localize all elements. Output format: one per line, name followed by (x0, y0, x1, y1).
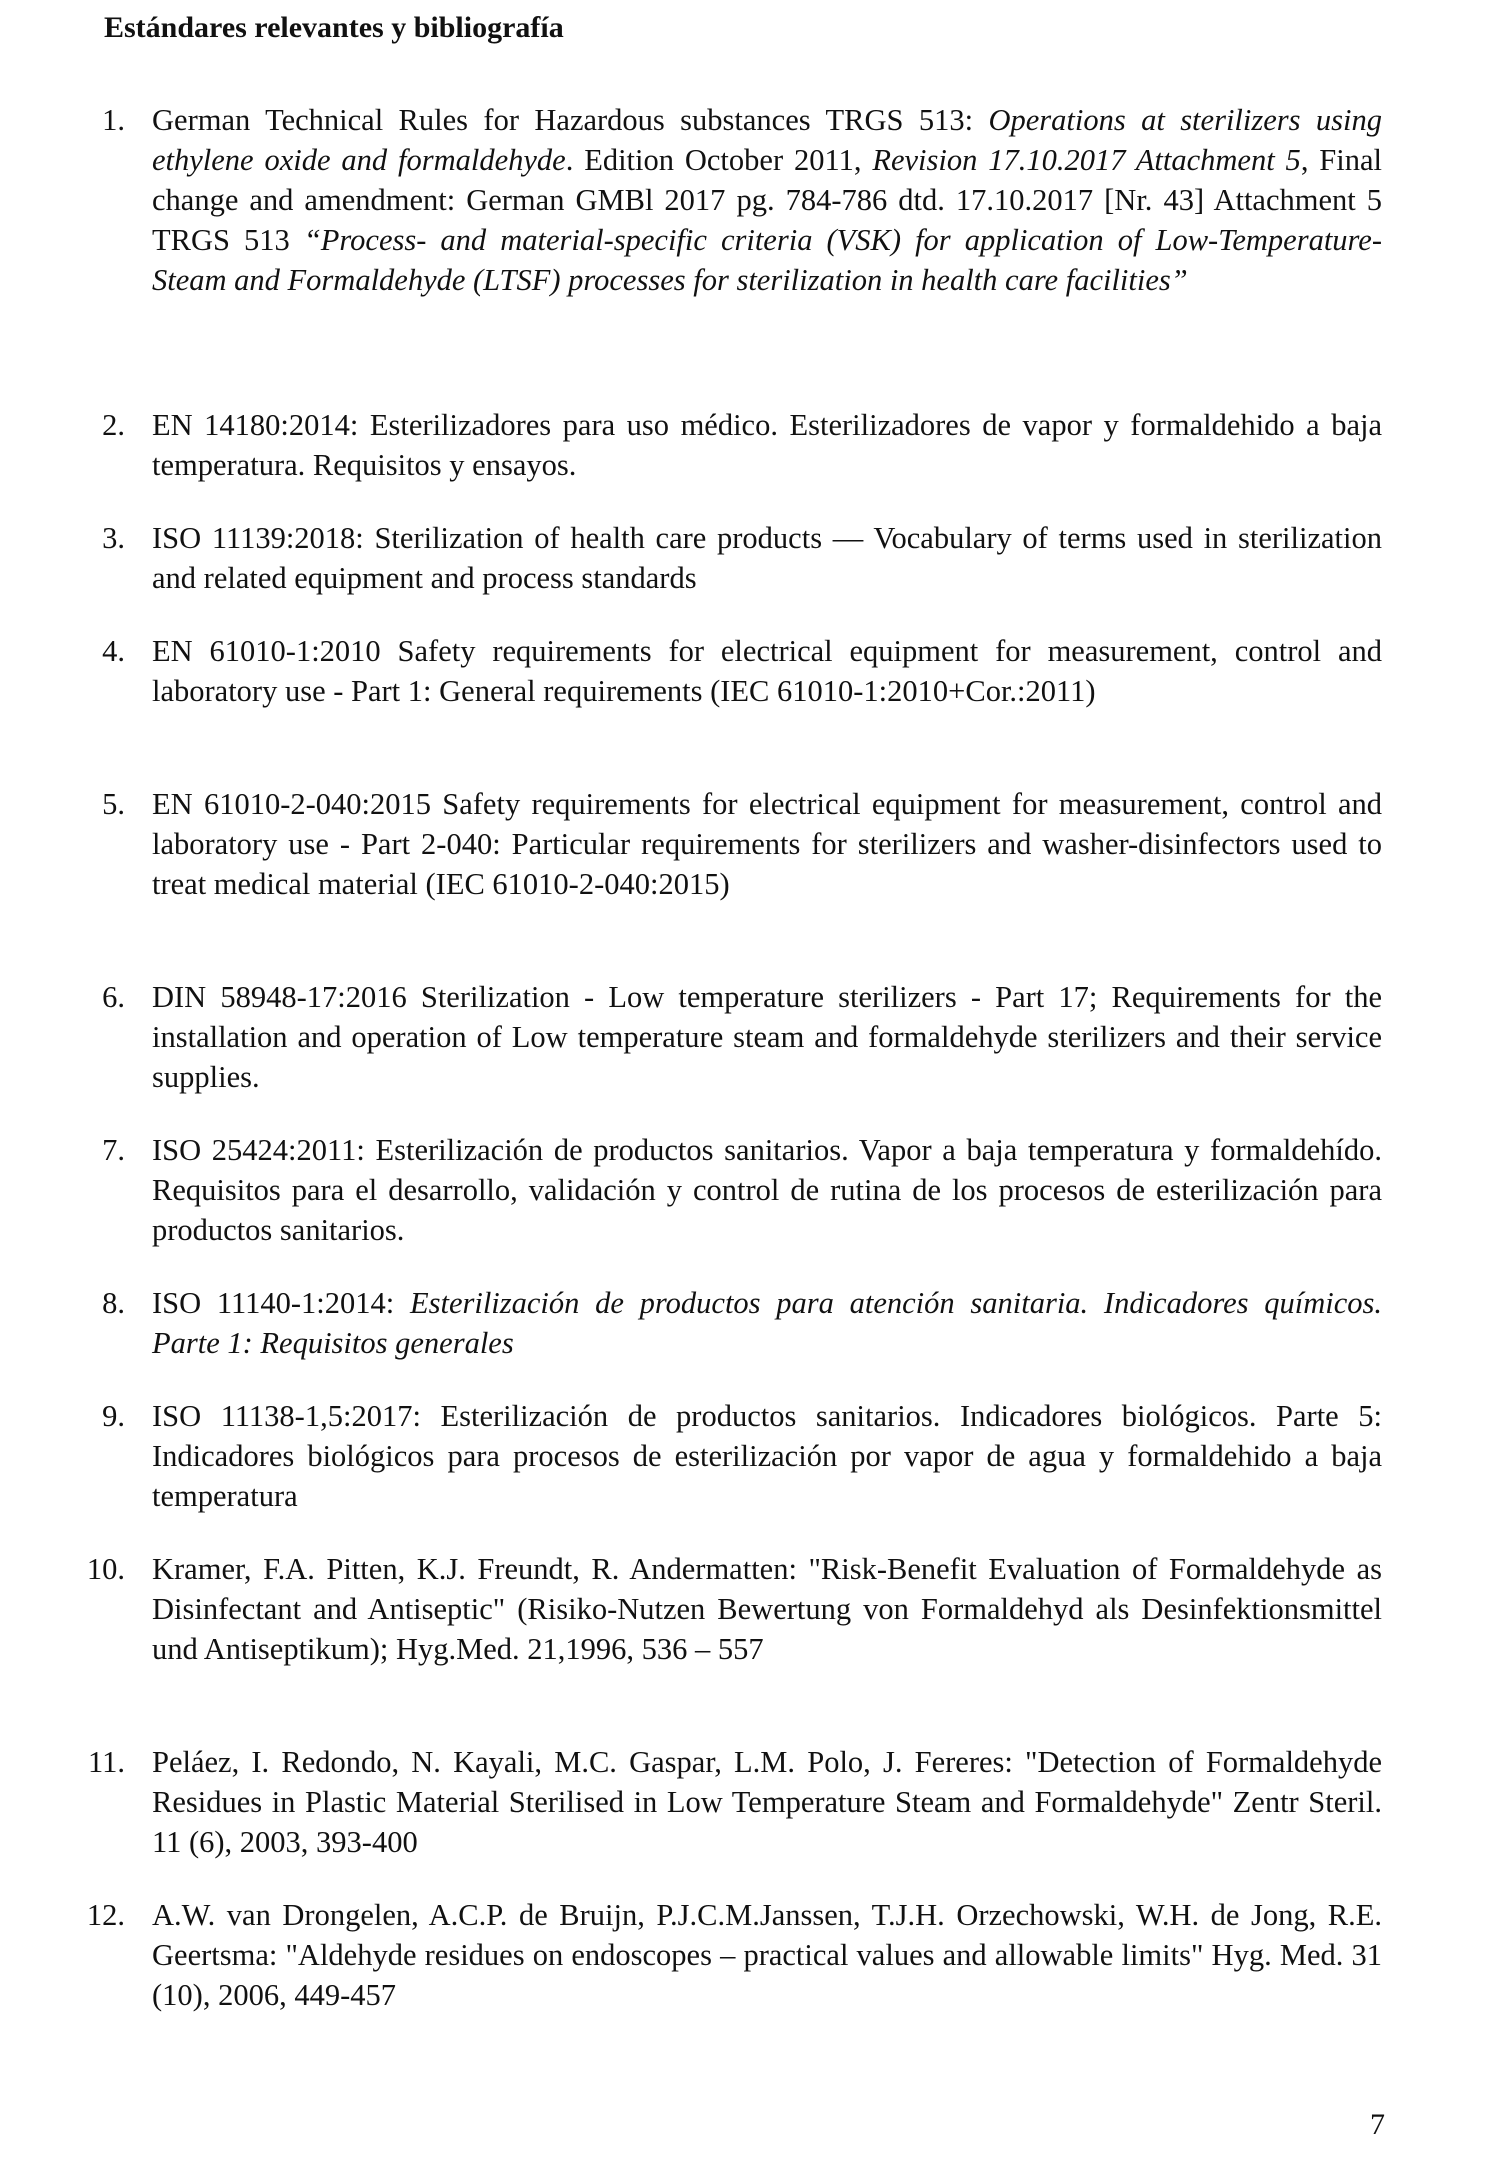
reference-text-segment: . Edition October 2011, (565, 143, 873, 177)
reference-text (152, 1895, 1382, 2015)
reference-number: 10. (86, 1552, 125, 1586)
reference-text (152, 631, 1382, 711)
reference-text (152, 1396, 1382, 1516)
reference-text (152, 100, 1382, 300)
reference-number: 12. (86, 1898, 125, 1932)
reference-number: 7. (102, 1133, 125, 1167)
reference-number: 4. (102, 634, 125, 668)
reference-text-segment: ISO 11139:2018: Sterilization of health care products — Vocabulary of terms used in sterilization and related equipment and process standards (152, 521, 1382, 595)
reference-text (152, 518, 1382, 598)
reference-title-italic: Revision 17.10.2017 Attachment 5 (872, 143, 1301, 177)
reference-text-segment: A.W. van Drongelen, A.C.P. de Bruijn, P.J.C.M.Janssen, T.J.H. Orzechowski, W.H. de Jong, R.E. Geertsma: "Aldehyde residues on endoscopes – practical values and allowable limits" Hyg. Med. 31 (10), 2006, 449-457 (152, 1898, 1382, 2012)
reference-text (152, 977, 1382, 1097)
reference-number: 2. (102, 408, 125, 442)
reference-number: 3. (102, 521, 125, 555)
reference-text (152, 1130, 1382, 1250)
reference-text-segment: ISO 11138-1,5:2017: Esterilización de productos sanitarios. Indicadores biológicos. Parte 5: Indicadores biológicos para procesos de esterilización por vapor de agua y formaldehido a baja temperatura (152, 1399, 1382, 1513)
reference-title-italic: “Process- and material-specific criteria (VSK) for application of Low-Temperature-Steam and Formaldehyde (LTSF) processes for sterilization in health care facilities” (152, 223, 1382, 297)
reference-text-segment: ISO 25424:2011: Esterilización de productos sanitarios. Vapor a baja temperatura y formaldehído. Requisitos para el desarrollo, validación y control de rutina de los procesos de esterilización para productos sanitarios. (152, 1133, 1382, 1247)
reference-text-segment: ISO 11140-1:2014: (152, 1286, 410, 1320)
reference-text (152, 1549, 1382, 1669)
reference-text-segment: , Final change and amendment: German GMBl 2017 pg. 784-786 dtd. 17.10.2017 [Nr. 43] Attachment 5 TRGS 513 (152, 143, 1383, 257)
reference-number: 9. (102, 1399, 125, 1433)
reference-text (152, 784, 1382, 904)
reference-title-italic: Operations at sterilizers using ethylene oxide and formaldehyde (152, 103, 1382, 177)
reference-text-segment: German Technical Rules for Hazardous substances TRGS 513: (152, 103, 989, 137)
reference-number: 11. (88, 1745, 125, 1779)
reference-text (152, 405, 1382, 485)
reference-number: 6. (102, 980, 125, 1014)
reference-number: 5. (102, 787, 125, 821)
reference-text-segment: Peláez, I. Redondo, N. Kayali, M.C. Gaspar, L.M. Polo, J. Fereres: "Detection of Formaldehyde Residues in Plastic Material Sterilised in Low Temperature Steam and Formaldehyde" Zentr Steril. 11 (6), 2003, 393-400 (152, 1745, 1382, 1859)
page-number: 7 (1370, 2108, 1385, 2141)
reference-number: 1. (102, 103, 125, 137)
reference-title-italic: Esterilización de productos para atención sanitaria. Indicadores químicos. Parte 1: Requisitos generales (152, 1286, 1382, 1360)
reference-text-segment: EN 14180:2014: Esterilizadores para uso médico. Esterilizadores de vapor y formaldehido a baja temperatura. Requisitos y ensayos. (152, 408, 1382, 482)
reference-text-segment: DIN 58948-17:2016 Sterilization - Low temperature sterilizers - Part 17; Requirements for the installation and operation of Low temperature steam and formaldehyde sterilizers and their service supplies. (152, 980, 1382, 1094)
reference-text (152, 1283, 1382, 1363)
reference-text-segment: EN 61010-1:2010 Safety requirements for electrical equipment for measurement, control and laboratory use - Part 1: General requirements (IEC 61010-1:2010+Cor.:2011) (152, 634, 1382, 708)
reference-number: 8. (102, 1286, 125, 1320)
reference-text (152, 1742, 1382, 1862)
reference-text-segment: Kramer, F.A. Pitten, K.J. Freundt, R. Andermatten: "Risk-Benefit Evaluation of Formaldehyde as Disinfectant and Antiseptic" (Risiko-Nutzen Bewertung von Formaldehyd als Desinfektionsmittel und Antiseptikum); Hyg.Med. 21,1996, 536 – 557 (152, 1552, 1382, 1666)
section-heading: Estándares relevantes y bibliografía (104, 11, 564, 44)
reference-text-segment: EN 61010-2-040:2015 Safety requirements for electrical equipment for measurement, control and laboratory use - Part 2-040: Particular requirements for sterilizers and washer-disinfectors used to treat medical material (IEC 61010-2-040:2015) (152, 787, 1382, 901)
